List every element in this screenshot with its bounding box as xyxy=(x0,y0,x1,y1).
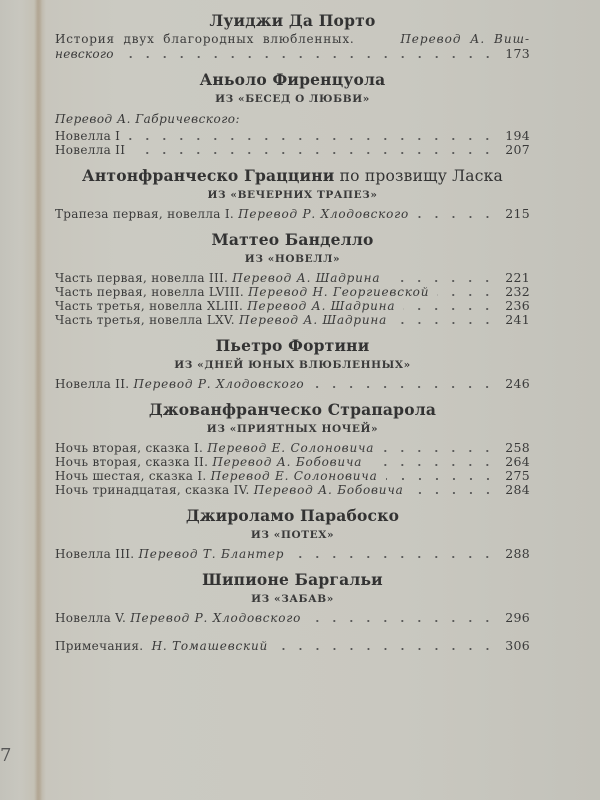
source-subtitle: ИЗ «БЕСЕД О ЛЮБВИ» xyxy=(215,93,370,105)
page-number: 236 xyxy=(505,298,530,313)
dot-leader xyxy=(388,280,496,282)
page-number: 232 xyxy=(505,284,530,299)
dot-leader xyxy=(128,138,496,140)
dot-leader xyxy=(133,152,496,154)
dot-leader xyxy=(386,478,496,480)
toc-section xyxy=(55,569,530,625)
source-subtitle: ИЗ «ЗАБАВ» xyxy=(251,593,334,605)
toc-section xyxy=(55,10,530,61)
dot-leader xyxy=(417,216,496,218)
toc-entry xyxy=(55,547,530,561)
notes-title: Примечания. xyxy=(55,639,144,653)
dot-leader xyxy=(309,620,496,622)
toc-section xyxy=(55,335,530,391)
entry-title: Ночь вторая, сказка I. xyxy=(55,441,204,455)
toc-section xyxy=(55,165,530,221)
entry-title: Ночь тринадцатая, сказка IV. xyxy=(55,483,250,497)
toc-entry xyxy=(55,285,530,299)
translator-line: Перевод А. Габричевского: xyxy=(55,112,241,126)
author-nickname: по прозвищу Ласка xyxy=(334,167,503,185)
author-heading: Джованфранческо Страпарола xyxy=(148,400,437,419)
margin-mark: 7 xyxy=(0,745,12,766)
entry-translator: Перевод Р. Хлодовского xyxy=(133,377,305,391)
dot-leader xyxy=(437,294,496,296)
entry-translator: Перевод А. Бобовича xyxy=(253,483,404,497)
entry-translator: Перевод Р. Хлодовского xyxy=(130,611,302,625)
author-heading: Аньоло Фиренцуола xyxy=(199,70,386,89)
page-number: 284 xyxy=(505,482,530,497)
toc-entry xyxy=(55,32,530,61)
page-number: 173 xyxy=(505,46,530,61)
page-number: 258 xyxy=(505,440,530,455)
page-number: 264 xyxy=(505,454,530,469)
dot-leader xyxy=(382,450,496,452)
page-number: 207 xyxy=(505,142,530,157)
entry-translator: Перевод Т. Блантер xyxy=(138,547,285,561)
toc-section xyxy=(55,69,530,157)
author-heading: Маттео Банделло xyxy=(211,230,374,249)
entry-title: Часть первая, новелла III. xyxy=(55,271,229,285)
entry-title: Новелла II xyxy=(55,143,126,157)
dot-leader xyxy=(412,492,496,494)
entry-title: Часть третья, новелла XLIII. xyxy=(55,299,244,313)
toc-entry xyxy=(55,611,530,625)
entry-title: Ночь шестая, сказка I. xyxy=(55,469,207,483)
toc-entry xyxy=(55,129,530,143)
author-heading: Луиджи Да Порто xyxy=(209,11,376,30)
toc-entry xyxy=(55,299,530,313)
toc-entry xyxy=(55,455,530,469)
entry-translator: Перевод А. Виш- xyxy=(400,32,530,46)
toc-entry xyxy=(55,313,530,327)
source-subtitle: ИЗ «ВЕЧЕРНИХ ТРАПЕЗ» xyxy=(207,189,378,201)
entry-translator: Перевод А. Шадрина xyxy=(232,271,381,285)
toc-section xyxy=(55,229,530,327)
entry-translator: Перевод Н. Георгиевской xyxy=(248,285,430,299)
author-heading: Джироламо Парабоско xyxy=(185,506,400,525)
entry-title: Часть третья, новелла LXV. xyxy=(55,313,235,327)
dot-leader xyxy=(370,464,496,466)
entry-title: Новелла V. xyxy=(55,611,127,625)
entry-translator: Перевод Р. Хлодовского xyxy=(238,207,410,221)
entry-title: Новелла II. xyxy=(55,377,130,391)
source-subtitle: ИЗ «ПОТЕХ» xyxy=(250,529,335,541)
entry-translator: Перевод А. Шадрина xyxy=(247,299,396,313)
dot-leader xyxy=(292,556,496,558)
dot-leader xyxy=(276,648,496,650)
page-number: 215 xyxy=(505,206,530,221)
page-number: 194 xyxy=(505,128,530,143)
table-of-contents xyxy=(55,10,530,653)
dot-leader xyxy=(122,56,496,58)
entry-title: История двух благородных влюбленных. xyxy=(55,32,355,46)
toc-entry xyxy=(55,441,530,455)
entry-title: Часть первая, новелла LVIII. xyxy=(55,285,244,299)
toc-section xyxy=(55,505,530,561)
notes-entry xyxy=(55,639,530,653)
notes-author: Н. Томашевский xyxy=(151,639,269,653)
author-heading xyxy=(55,165,530,187)
source-subtitle: ИЗ «НОВЕЛЛ» xyxy=(244,253,341,265)
author-name: Антонфранческо Граццини xyxy=(82,166,335,185)
toc-section xyxy=(55,399,530,497)
entry-title: Новелла I xyxy=(55,129,121,143)
page-number: 296 xyxy=(505,610,530,625)
page-number: 275 xyxy=(505,468,530,483)
entry-title: Трапеза первая, новелла I. xyxy=(55,207,234,221)
entry-title: Новелла III. xyxy=(55,547,135,561)
source-subtitle: ИЗ «ДНЕЙ ЮНЫХ ВЛЮБЛЕННЫХ» xyxy=(174,359,411,371)
toc-entry xyxy=(55,483,530,497)
page-number: 246 xyxy=(505,376,530,391)
author-heading: Пьетро Фортини xyxy=(215,336,370,355)
toc-entry xyxy=(55,143,530,157)
entry-title: Ночь вторая, сказка II. xyxy=(55,455,209,469)
entry-translator: Перевод А. Бобовича xyxy=(212,455,363,469)
author-heading: Шипионе Баргальи xyxy=(202,570,383,589)
page-gutter xyxy=(34,0,42,800)
source-subtitle: ИЗ «ПРИЯТНЫХ НОЧЕЙ» xyxy=(206,423,379,435)
dot-leader xyxy=(395,322,496,324)
entry-translator: Перевод Е. Солоновича xyxy=(207,441,375,455)
dot-leader xyxy=(403,308,496,310)
toc-entry xyxy=(55,271,530,285)
page-number: 306 xyxy=(505,638,530,653)
page-number: 288 xyxy=(505,546,530,561)
entry-translator: Перевод Е. Солоновича xyxy=(210,469,378,483)
page-number: 241 xyxy=(505,312,530,327)
page-number: 221 xyxy=(505,270,530,285)
toc-entry xyxy=(55,377,530,391)
entry-translator-cont: невского xyxy=(55,47,114,61)
toc-entry xyxy=(55,207,530,221)
dot-leader xyxy=(312,386,496,388)
entry-translator: Перевод А. Шадрина xyxy=(239,313,388,327)
toc-entry xyxy=(55,469,530,483)
